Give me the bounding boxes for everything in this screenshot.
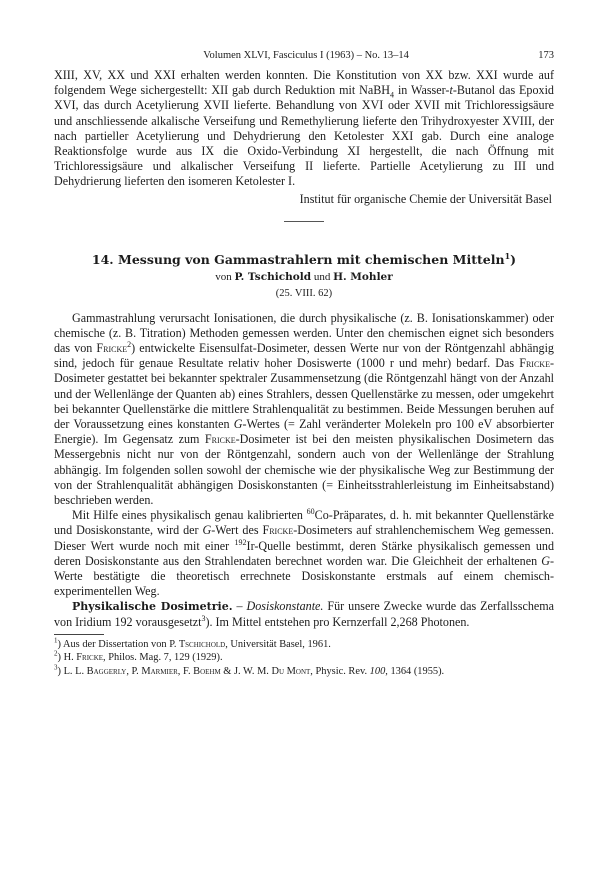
author-1: P. Tschichold	[234, 270, 312, 283]
previous-article-paragraph: XIII, XV, XX und XXI erhalten werden konnten. Die Konstitution von XX bzw. XXI wurde auf folgendem Wege sichergestellt: XII gab durch Reduktion mit NaBH$_4$ in Wasser-t-Butanol das Epoxid XVI, das durch Acetylierung XVII lieferte. Behandlung von XVI oder XVII mit Trichloressigsäure und anschliessende alkalische Verseifung und Remethylierung lieferte den Trihydroxyester XVIII, der nach partieller Acetylierung und Dehydrierung den Ketolester XXI gab. Durch eine analoge Reaktionsfolge wurde aus IX die Oxido-Verbindung XI hergestellt, die nach Öffnung mit Trichloressigsäure und alkalischer Verseifung II lieferte. Partielle Acetylierung zu III und Dehydrierung lieferten den isomeren Ketolester I.	[54, 68, 554, 189]
subsubsection-heading: Dosiskonstante.	[246, 599, 324, 614]
body-paragraph-2: Mit Hilfe eines physikalisch genau kalibrierten $^{60}$Co-Präparates, d. h. mit bekannter Quellenstärke und Dosiskonstante, wird der G-Wert des Fricke-Dosimeters auf strahlenchemischem Weg gemessen. Dieser Wert wurde noch mit einer $^{192}$Ir-Quelle bestimmt, deren Stärke physikalisch gemessen und deren Dosiskonstante aus den Strahlendaten berechnet worden war. Die Gleichheit der erhaltenen G-Werte bestätigte die theoretisch errechnete Dosiskonstante erstmals auf einem chemisch-experimentellen Weg.	[54, 507, 554, 599]
received-date: (25. VIII. 62)	[275, 287, 333, 299]
title-footnote-marker: 1	[504, 250, 511, 261]
footnote-rule	[54, 634, 104, 635]
footnote-3: $^3$) L. L. Baggerly, P. Marmier, F. Boehm & J. W. M. Du Mont, Physic. Rev. 100, 1364 (1955).	[54, 663, 445, 677]
subsection-heading: Physikalische Dosimetrie.	[72, 600, 233, 614]
article-title: 14. Messung von Gammastrahlern mit chemischen Mitteln$^1$)	[91, 250, 517, 267]
section-divider	[284, 221, 324, 222]
body-paragraph-1: Gammastrahlung verursacht Ionisationen, die durch physikalische (z. B. Ionisationskammer) oder chemische (z. B. Titration) Methoden gemessen werden. Unter den chemischen eignet sich besonders das von Fricke$^2$) entwickelte Eisensulfat-Dosimeter, dessen Werte nur von der Röntgenzahl abhängig sind, jedoch für genaue Resultate relativ hoher Dosiswerte (1000 r und mehr) bedarf. Das Fricke-Dosimeter gestattet bei bekannter spektraler Zusammensetzung (die Röntgenzahl hängt von der Anzahl und der Wellenlänge der Quanten ab) eines Strahlers, dessen Quellenstärke zu messen, oder umgekehrt bei bekannter Quellenstärke die mittlere Strahlenqualität zu bestimmen. Beide Messungen beruhen auf der Voraussetzung eines konstanten G-Wertes (= Zahl veränderter Molekeln pro 100 eV absorbierter Energie). Im Gegensatz zum Fricke-Dosimeter ist bei den meisten physikalischen Dosimetern das Messergebnis nicht nur von der Röntgenzahl, sondern auch von der Wellenlänge der Strahlung abhängig. Im folgenden sollen sowohl der chemische wie der physikalische Weg zur Bestimmung der von der Strahlenqualität abhängigen Dosiskonstanten (= Einheitsstrahlerleistung im Einheitsabstand) beschrieben werden.	[54, 310, 554, 508]
footnote-2: $^2$) H. Fricke, Philos. Mag. 7, 129 (1929).	[54, 649, 223, 664]
institute-affiliation: Institut für organische Chemie der Universität Basel	[299, 191, 552, 206]
footnote-1: $^1$) Aus der Dissertation von P. Tschichold, Universität Basel, 1961.	[54, 636, 331, 650]
journal-reference: Volumen XLVI, Fasciculus I (1963) – No. 13–14	[203, 50, 409, 61]
page-number: 173	[538, 50, 554, 61]
page	[54, 50, 554, 678]
body-paragraph-3: Physikalische Dosimetrie. – Dosiskonstante. Für unsere Zwecke wurde das Zerfallsschema von Iridium 192 vorausgesetzt$^3$). Im Mittel entstehen pro Kernzerfall 2,268 Photonen.	[54, 599, 555, 629]
running-header	[54, 50, 554, 68]
author-2: H. Mohler	[333, 270, 393, 283]
article-authors: von P. Tschichold und H. Mohler	[215, 270, 393, 283]
